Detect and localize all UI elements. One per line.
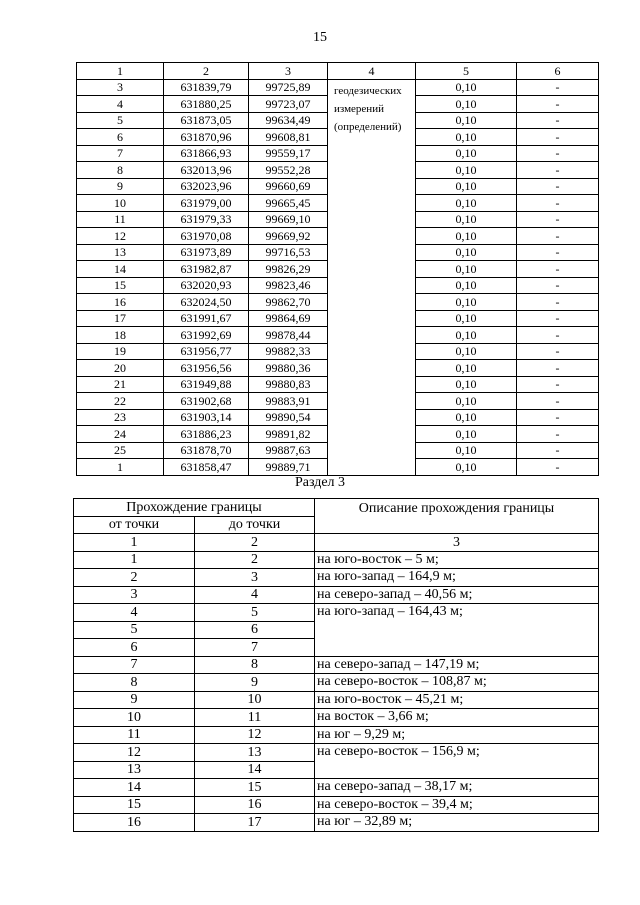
- coordinate-x: 631949,88: [164, 376, 249, 393]
- from-point: 7: [74, 656, 195, 674]
- accuracy-value: 0,10: [416, 195, 517, 212]
- accuracy-value: 0,10: [416, 426, 517, 443]
- coordinate-x: 631873,05: [164, 112, 249, 129]
- method-text-line: (определений): [334, 120, 402, 133]
- from-point: 10: [74, 709, 195, 727]
- table-row: [74, 656, 599, 674]
- table-row: [74, 726, 599, 744]
- point-number: 16: [77, 294, 164, 311]
- coordinate-y: 99725,89: [249, 79, 328, 96]
- from-point: 8: [74, 674, 195, 692]
- boundary-description: на юго-запад – 164,43 м;: [315, 604, 599, 657]
- coordinate-x: 631956,56: [164, 360, 249, 377]
- coordinate-x: 631956,77: [164, 343, 249, 360]
- table-row: [74, 569, 599, 587]
- column-numbers-row: [77, 63, 599, 80]
- accuracy-value: 0,10: [416, 178, 517, 195]
- accuracy-value: 0,10: [416, 409, 517, 426]
- description-value: -: [517, 228, 599, 245]
- point-number: 18: [77, 327, 164, 344]
- coordinate-x: 632024,50: [164, 294, 249, 311]
- accuracy-value: 0,10: [416, 277, 517, 294]
- description-value: -: [517, 310, 599, 327]
- coordinate-y: 99862,70: [249, 294, 328, 311]
- table-row: [74, 779, 599, 797]
- column-number: 1: [74, 534, 195, 552]
- from-point: 14: [74, 779, 195, 797]
- description-value: -: [517, 426, 599, 443]
- coordinate-x: 631970,08: [164, 228, 249, 245]
- coordinate-x: 631880,25: [164, 96, 249, 113]
- boundary-description: на северо-запад – 38,17 м;: [315, 779, 599, 797]
- coordinate-y: 99660,69: [249, 178, 328, 195]
- point-number: 11: [77, 211, 164, 228]
- coordinate-x: 631992,69: [164, 327, 249, 344]
- from-point: 4: [74, 604, 195, 622]
- accuracy-value: 0,10: [416, 79, 517, 96]
- point-number: 24: [77, 426, 164, 443]
- point-number: 12: [77, 228, 164, 245]
- accuracy-value: 0,10: [416, 211, 517, 228]
- coordinate-y: 99634,49: [249, 112, 328, 129]
- accuracy-value: 0,10: [416, 129, 517, 146]
- accuracy-value: 0,10: [416, 310, 517, 327]
- point-number: 5: [77, 112, 164, 129]
- coordinate-x: 631902,68: [164, 393, 249, 410]
- boundary-description: на юг – 9,29 м;: [315, 726, 599, 744]
- coordinate-y: 99665,45: [249, 195, 328, 212]
- point-number: 10: [77, 195, 164, 212]
- method-text-line: геодезических: [334, 84, 402, 97]
- coordinate-y: 99883,91: [249, 393, 328, 410]
- column-number: 5: [416, 63, 517, 80]
- table-row: [74, 814, 599, 832]
- point-number: 8: [77, 162, 164, 179]
- table-row: [77, 79, 599, 96]
- method-text-line: измерений: [334, 102, 384, 115]
- coordinate-y: 99823,46: [249, 277, 328, 294]
- coordinate-x: 632020,93: [164, 277, 249, 294]
- from-point: 2: [74, 569, 195, 587]
- boundary-description: на северо-восток – 39,4 м;: [315, 796, 599, 814]
- coordinate-x: 631839,79: [164, 79, 249, 96]
- table-row: [74, 586, 599, 604]
- accuracy-value: 0,10: [416, 96, 517, 113]
- to-point: 7: [195, 639, 315, 657]
- column-number: 2: [195, 534, 315, 552]
- from-point: 11: [74, 726, 195, 744]
- accuracy-value: 0,10: [416, 343, 517, 360]
- from-point: 1: [74, 551, 195, 569]
- boundary-description: на восток – 3,66 м;: [315, 709, 599, 727]
- table-row: [74, 744, 599, 762]
- point-number: 3: [77, 79, 164, 96]
- description-value: -: [517, 343, 599, 360]
- description-value: -: [517, 294, 599, 311]
- accuracy-value: 0,10: [416, 393, 517, 410]
- boundary-description: на юг – 32,89 м;: [315, 814, 599, 832]
- point-number: 13: [77, 244, 164, 261]
- description-value: -: [517, 79, 599, 96]
- column-number: 6: [517, 63, 599, 80]
- point-number: 6: [77, 129, 164, 146]
- method-cell: [328, 79, 416, 475]
- coordinate-x: 632013,96: [164, 162, 249, 179]
- section-title: Раздел 3: [294, 475, 346, 490]
- from-point: 9: [74, 691, 195, 709]
- description-value: -: [517, 261, 599, 278]
- column-number: 4: [328, 63, 416, 80]
- point-number: 7: [77, 145, 164, 162]
- table-row: [74, 674, 599, 692]
- boundary-description: на юго-восток – 45,21 м;: [315, 691, 599, 709]
- from-point: 12: [74, 744, 195, 762]
- to-point: 9: [195, 674, 315, 692]
- accuracy-value: 0,10: [416, 327, 517, 344]
- from-point: 5: [74, 621, 195, 639]
- coordinate-x: 631886,23: [164, 426, 249, 443]
- boundary-description: на северо-запад – 147,19 м;: [315, 656, 599, 674]
- coordinate-y: 99890,54: [249, 409, 328, 426]
- point-number: 4: [77, 96, 164, 113]
- coordinate-x: 631982,87: [164, 261, 249, 278]
- boundary-description: на северо-запад – 40,56 м;: [315, 586, 599, 604]
- point-number: 14: [77, 261, 164, 278]
- description-value: -: [517, 442, 599, 459]
- to-point: 17: [195, 814, 315, 832]
- coordinate-y: 99559,17: [249, 145, 328, 162]
- coordinate-y: 99880,83: [249, 376, 328, 393]
- accuracy-value: 0,10: [416, 294, 517, 311]
- coordinate-x: 631870,96: [164, 129, 249, 146]
- accuracy-value: 0,10: [416, 376, 517, 393]
- column-number: 3: [315, 534, 599, 552]
- point-number: 22: [77, 393, 164, 410]
- description-value: -: [517, 409, 599, 426]
- header-from-point: от точки: [74, 516, 195, 534]
- coordinate-y: 99608,81: [249, 129, 328, 146]
- accuracy-value: 0,10: [416, 360, 517, 377]
- from-point: 6: [74, 639, 195, 657]
- point-number: 19: [77, 343, 164, 360]
- header-to-point: до точки: [195, 516, 315, 534]
- coordinate-y: 99887,63: [249, 442, 328, 459]
- boundary-description: на юго-восток – 5 м;: [315, 551, 599, 569]
- coordinate-x: 631858,47: [164, 459, 249, 476]
- description-value: -: [517, 393, 599, 410]
- point-number: 9: [77, 178, 164, 195]
- point-number: 15: [77, 277, 164, 294]
- from-point: 13: [74, 761, 195, 779]
- description-value: -: [517, 211, 599, 228]
- coordinate-x: 631866,93: [164, 145, 249, 162]
- point-number: 1: [77, 459, 164, 476]
- coordinate-y: 99891,82: [249, 426, 328, 443]
- to-point: 4: [195, 586, 315, 604]
- point-number: 20: [77, 360, 164, 377]
- column-number: 2: [164, 63, 249, 80]
- coordinate-x: 631991,67: [164, 310, 249, 327]
- description-value: -: [517, 244, 599, 261]
- to-point: 5: [195, 604, 315, 622]
- from-point: 15: [74, 796, 195, 814]
- description-value: -: [517, 195, 599, 212]
- boundary-description: на юго-запад – 164,9 м;: [315, 569, 599, 587]
- accuracy-value: 0,10: [416, 459, 517, 476]
- accuracy-value: 0,10: [416, 261, 517, 278]
- to-point: 16: [195, 796, 315, 814]
- description-value: -: [517, 360, 599, 377]
- description-value: -: [517, 145, 599, 162]
- description-value: -: [517, 459, 599, 476]
- to-point: 6: [195, 621, 315, 639]
- header-passage: Прохождение границы: [74, 499, 315, 517]
- header-description: Описание прохождения границы: [315, 499, 599, 534]
- table-header-row: [74, 499, 599, 517]
- to-point: 13: [195, 744, 315, 762]
- to-point: 14: [195, 761, 315, 779]
- table-row: [74, 604, 599, 622]
- description-value: -: [517, 178, 599, 195]
- table-row: [74, 691, 599, 709]
- description-value: -: [517, 112, 599, 129]
- coordinate-y: 99669,92: [249, 228, 328, 245]
- coordinate-y: 99880,36: [249, 360, 328, 377]
- boundary-description: на северо-восток – 108,87 м;: [315, 674, 599, 692]
- accuracy-value: 0,10: [416, 145, 517, 162]
- coordinate-y: 99882,33: [249, 343, 328, 360]
- coordinate-y: 99716,53: [249, 244, 328, 261]
- table-row: [74, 551, 599, 569]
- point-number: 21: [77, 376, 164, 393]
- point-number: 25: [77, 442, 164, 459]
- page-number: 15: [313, 30, 327, 45]
- coordinate-x: 631973,89: [164, 244, 249, 261]
- description-value: -: [517, 376, 599, 393]
- column-number: 3: [249, 63, 328, 80]
- to-point: 11: [195, 709, 315, 727]
- table-row: [74, 709, 599, 727]
- coordinate-x: 631979,33: [164, 211, 249, 228]
- coordinate-y: 99878,44: [249, 327, 328, 344]
- coordinate-x: 631903,14: [164, 409, 249, 426]
- accuracy-value: 0,10: [416, 112, 517, 129]
- point-number: 17: [77, 310, 164, 327]
- coordinate-x: 632023,96: [164, 178, 249, 195]
- coordinates-table: [76, 62, 599, 476]
- description-value: -: [517, 162, 599, 179]
- coordinate-y: 99552,28: [249, 162, 328, 179]
- accuracy-value: 0,10: [416, 162, 517, 179]
- to-point: 2: [195, 551, 315, 569]
- accuracy-value: 0,10: [416, 442, 517, 459]
- to-point: 12: [195, 726, 315, 744]
- description-value: -: [517, 96, 599, 113]
- table-row: [74, 796, 599, 814]
- to-point: 3: [195, 569, 315, 587]
- to-point: 10: [195, 691, 315, 709]
- point-number: 23: [77, 409, 164, 426]
- to-point: 15: [195, 779, 315, 797]
- coordinate-x: 631878,70: [164, 442, 249, 459]
- accuracy-value: 0,10: [416, 228, 517, 245]
- to-point: 8: [195, 656, 315, 674]
- boundary-description-table: [73, 498, 599, 832]
- coordinate-y: 99889,71: [249, 459, 328, 476]
- description-value: -: [517, 277, 599, 294]
- coordinate-y: 99864,69: [249, 310, 328, 327]
- from-point: 3: [74, 586, 195, 604]
- description-value: -: [517, 129, 599, 146]
- coordinate-x: 631979,00: [164, 195, 249, 212]
- description-value: -: [517, 327, 599, 344]
- boundary-description: на северо-восток – 156,9 м;: [315, 744, 599, 779]
- from-point: 16: [74, 814, 195, 832]
- column-number: 1: [77, 63, 164, 80]
- column-numbers-row: [74, 534, 599, 552]
- coordinate-y: 99826,29: [249, 261, 328, 278]
- coordinate-y: 99669,10: [249, 211, 328, 228]
- coordinate-y: 99723,07: [249, 96, 328, 113]
- accuracy-value: 0,10: [416, 244, 517, 261]
